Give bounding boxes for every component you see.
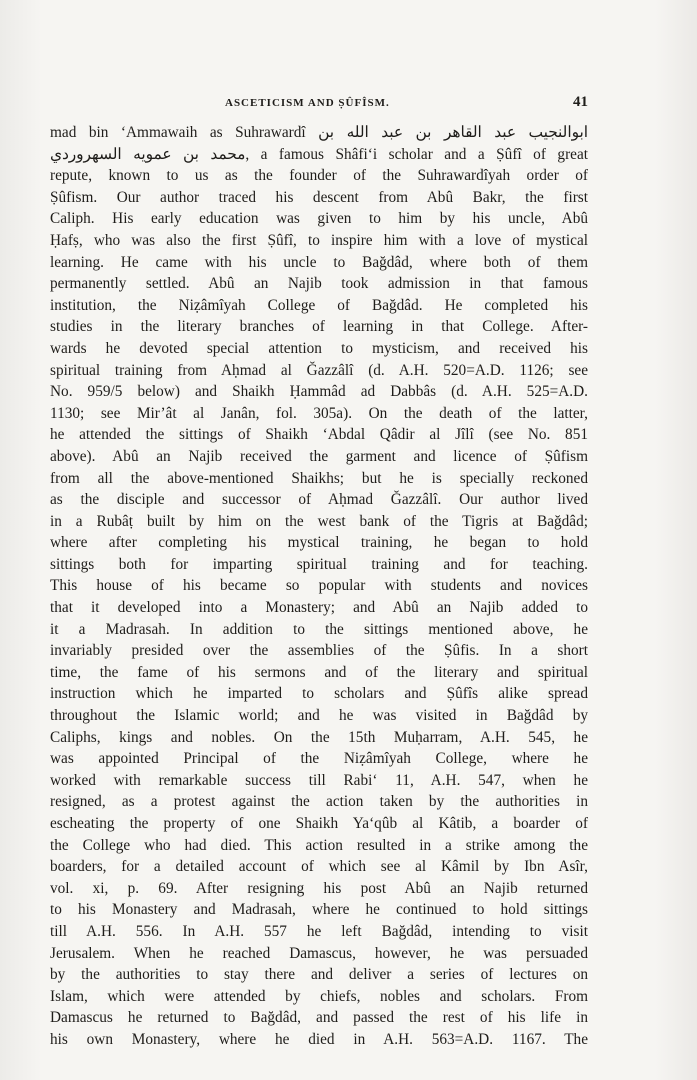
text-line: vol. xi, p. 69. After resigning his post Abû an Najib returned (50, 879, 588, 897)
text-line: wards he devoted special attention to mysticism, and received his (50, 339, 588, 357)
text-line: permanently settled. Abû an Najib took admission in that famous (50, 275, 588, 293)
text-line: محمد بن عمويه السهروردي, a famous Shâfi‘i scholar and a Ṣûfî of great (50, 145, 588, 163)
text-line: time, the fame of his sermons and of the literary and spiritual (50, 663, 588, 681)
text-line: Ṣûfism. Our author traced his descent from Abû Bakr, the first (50, 188, 588, 206)
text-line: by the authorities to stay there and deliver a series of lectures on (50, 966, 588, 984)
body-text (50, 122, 588, 1051)
text-line: to his Monastery and Madrasah, where he continued to hold sittings (50, 901, 588, 919)
text-line: resigned, as a protest against the action taken by the authorities in (50, 793, 588, 811)
text-line: Ḥafṣ, who was also the first Ṣûfî, to inspire him with a love of mystical (50, 231, 588, 249)
text-line: was appointed Principal of the Niẓâmîyah College, where he (50, 750, 588, 768)
text-line: till A.H. 556. In A.H. 557 he left Bağdâd, intending to visit (50, 922, 588, 940)
text-line: studies in the literary branches of learning in that College. After- (50, 318, 588, 336)
text-line: Jerusalem. When he reached Damascus, however, he was persuaded (50, 944, 588, 962)
text-line: as the disciple and successor of Aḥmad Ğazzâlî. Our author lived (50, 491, 588, 509)
text-line: Caliphs, kings and nobles. On the 15th Muḥarram, A.H. 545, he (50, 728, 588, 746)
text-line: where after completing his mystical training, he began to hold (50, 534, 588, 552)
text-line: 1130; see Mir’ât al Janân, fol. 305a). On the death of the latter, (50, 404, 588, 422)
text-line: learning. He came with his uncle to Bağdâd, where both of them (50, 253, 588, 271)
running-head: ASCETICISM AND ṢÛFÎSM. (225, 97, 390, 109)
text-line: above). Abû an Najib received the garment and licence of Ṣûfism (50, 447, 588, 465)
text-line: the College who had died. This action resulted in a strike among the (50, 836, 588, 854)
text-line: that it developed into a Monastery; and Abû an Najib added to (50, 599, 588, 617)
text-line: throughout the Islamic world; and he was visited in Bağdâd by (50, 707, 588, 725)
text-line: Caliph. His early education was given to him by his uncle, Abû (50, 210, 588, 228)
text-line: worked with remarkable success till Rabi‘ 11, A.H. 547, when he (50, 771, 588, 789)
text-line: institution, the Niẓâmîyah College of Bağdâd. He completed his (50, 296, 588, 314)
text-line: escheating the property of one Shaikh Ya‘qûb al Kâtib, a boarder of (50, 815, 588, 832)
text-line: Islam, which were attended by chiefs, nobles and scholars. From (50, 987, 588, 1005)
text-line: invariably presided over the assemblies of the Ṣûfis. In a short (50, 642, 588, 660)
text-line: it a Madrasah. In addition to the sittings mentioned above, he (50, 620, 588, 638)
text-line: sittings both for imparting spiritual training and for teaching. (50, 555, 588, 573)
page-header (50, 94, 588, 116)
text-line: he attended the sittings of Shaikh ‘Abdal Qâdir al Jîlî (see No. 851 (50, 426, 588, 444)
text-line: instruction which he imparted to scholars and Ṣûfîs alike spread (50, 685, 588, 703)
text-line: his own Monastery, where he died in A.H. 563=A.D. 1167. The (50, 1030, 588, 1048)
text-line: spiritual training from Aḥmad al Ğazzâlî (d. A.H. 520=A.D. 1126; see (50, 361, 588, 379)
text-line: in a Rubâṭ built by him on the west bank of the Tigris at Bağdâd; (50, 512, 588, 530)
page-number: 41 (573, 94, 588, 110)
text-line: This house of his became so popular with students and novices (50, 577, 588, 595)
text-line: from all the above-mentioned Shaikhs; but he is specially reckoned (50, 469, 588, 487)
text-line: repute, known to us as the founder of the Suhrawardîyah order of (50, 167, 588, 185)
text-line: mad bin ‘Ammawaih as Suhrawardî ابوالنجيب عبد القاهر بن عبد الله بن (50, 124, 588, 141)
text-line: No. 959/5 below) and Shaikh Ḥammâd ad Dabbâs (d. A.H. 525=A.D. (50, 383, 588, 401)
text-line: Damascus he returned to Bağdâd, and passed the rest of his life in (50, 1009, 588, 1027)
text-line: boarders, for a detailed account of which see al Kâmil by Ibn Asîr, (50, 858, 588, 876)
